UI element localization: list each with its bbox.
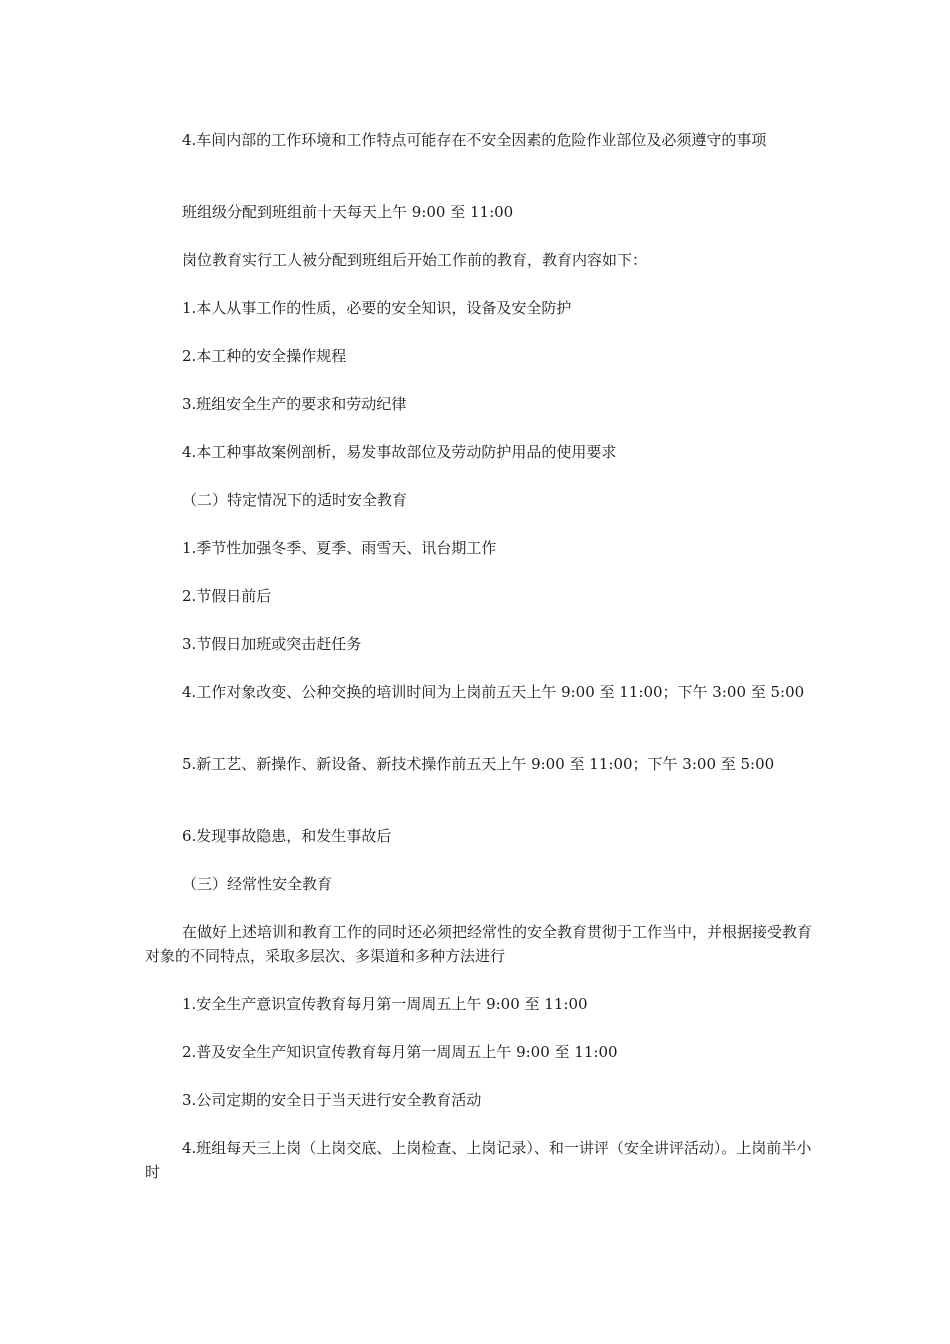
paragraph: 3.公司定期的安全日于当天进行安全教育活动 bbox=[182, 1091, 482, 1109]
paragraph: 5.新工艺、新操作、新设备、新技术操作前五天上午 9:00 至 11:00；下午 3:00 至 5:00 bbox=[182, 755, 775, 773]
paragraph: 6.发现事故隐患，和发生事故后 bbox=[182, 827, 392, 845]
paragraph: 2.本工种的安全操作规程 bbox=[182, 347, 347, 365]
paragraph: 4.车间内部的工作环境和工作特点可能存在不安全因素的危险作业部位及必须遵守的事项 bbox=[182, 131, 767, 149]
paragraph: 在做好上述培训和教育工作的同时还必须把经常性的安全教育贯彻于工作当中，并根据接受教育对象的不同特点，采取多层次、多渠道和多种方法进行 bbox=[145, 923, 813, 965]
paragraph: 4.本工种事故案例剖析，易发事故部位及劳动防护用品的使用要求 bbox=[182, 443, 617, 461]
section-heading: （三）经常性安全教育 bbox=[182, 875, 333, 893]
paragraph: 2.普及安全生产知识宣传教育每月第一周周五上午 9:00 至 11:00 bbox=[182, 1043, 618, 1061]
paragraph: 2.节假日前后 bbox=[182, 587, 272, 605]
paragraph: 3.班组安全生产的要求和劳动纪律 bbox=[182, 395, 407, 413]
paragraph: 4.工作对象改变、公种交换的培训时间为上岗前五天上午 9:00 至 11:00；下午 3:00 至 5:00 bbox=[182, 683, 805, 701]
paragraph: 3.节假日加班或突击赶任务 bbox=[182, 635, 362, 653]
section-heading: （二）特定情况下的适时安全教育 bbox=[182, 491, 408, 509]
paragraph: 4.班组每天三上岗（上岗交底、上岗检查、上岗记录）、和一讲评（安全讲评活动）。上岗前半小时 bbox=[145, 1139, 812, 1181]
paragraph: 1.季节性加强冬季、夏季、雨雪天、讯台期工作 bbox=[182, 539, 497, 557]
paragraph: 1.安全生产意识宣传教育每月第一周周五上午 9:00 至 11:00 bbox=[182, 995, 588, 1013]
paragraph: 班组级分配到班组前十天每天上午 9:00 至 11:00 bbox=[182, 203, 514, 221]
paragraph: 岗位教育实行工人被分配到班组后开始工作前的教育，教育内容如下： bbox=[182, 251, 648, 269]
paragraph: 1.本人从事工作的性质，必要的安全知识，设备及安全防护 bbox=[182, 299, 572, 317]
